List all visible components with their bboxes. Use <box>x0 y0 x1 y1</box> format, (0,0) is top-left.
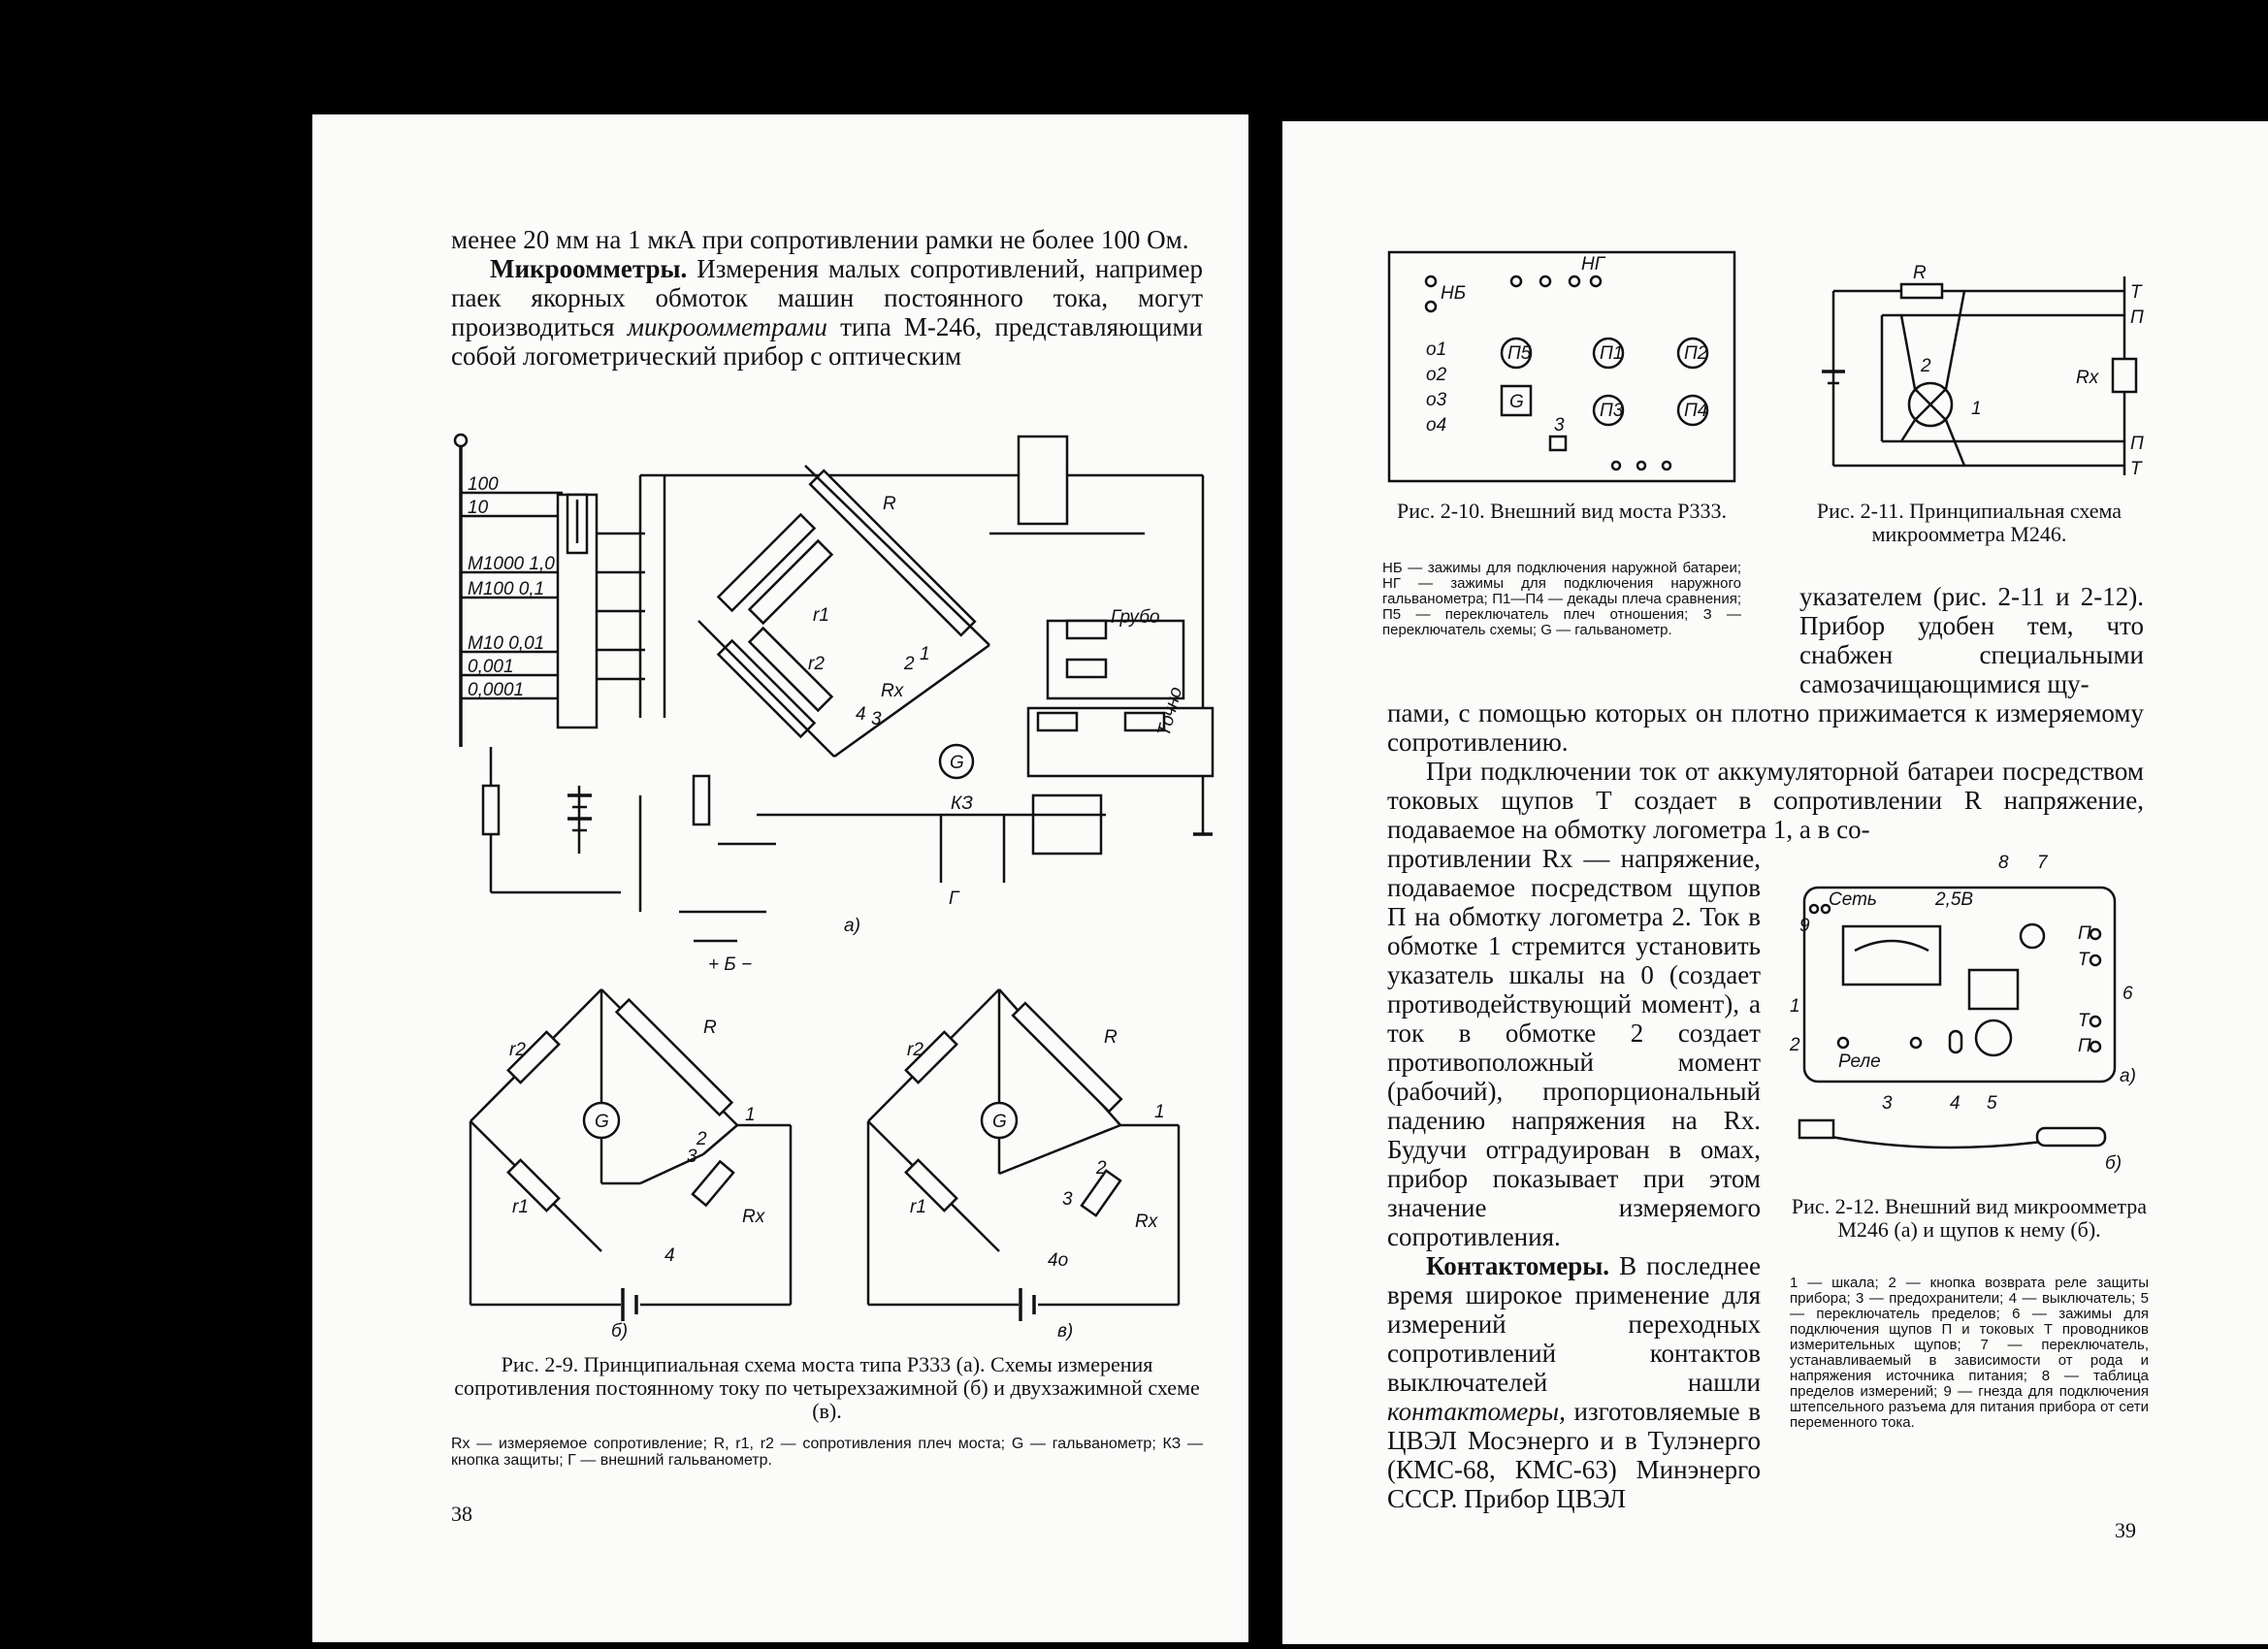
svg-text:о4: о4 <box>1426 415 1447 436</box>
fig-a-label: а) <box>844 916 860 936</box>
book-gutter <box>1248 114 1282 1649</box>
figure-2-9-legend: Rx — измеряемое сопротивление; R, r1, r2 — сопротивления плеч моста; G — гальванометр; КЗ — кнопка защиты; Г — внешний гальванометр. <box>451 1436 1203 1469</box>
svg-text:о1: о1 <box>1426 340 1447 360</box>
svg-text:r2: r2 <box>907 1040 923 1060</box>
figure-2-12-caption: Рис. 2-12. Внешний вид микроомметра М246 (а) и щупов к нему (б). <box>1791 1194 2148 1242</box>
svg-text:2: 2 <box>1790 1035 1800 1055</box>
label-R: R <box>883 494 896 514</box>
range-label-m1000: М1000 1,0 <box>468 554 555 574</box>
svg-text:R: R <box>1104 1027 1118 1048</box>
label-battery: + Б − <box>708 954 753 975</box>
svg-text:2: 2 <box>1921 356 1931 376</box>
figure-2-9a-bridge-schematic <box>446 427 1222 980</box>
dial-p4: П4 <box>1684 401 1708 421</box>
micro-paragraph: Микроомметры. Измерения малых сопротивлений, например паек якорных обмоток машин постоянного тока, могут производиться микроомметрами типа М-246, представляющими собой логометрический прибор с оптическим <box>451 254 1203 371</box>
svg-text:1: 1 <box>920 644 930 664</box>
dial-p5: П5 <box>1507 343 1532 364</box>
range-label-100: 100 <box>468 474 499 495</box>
svg-text:3: 3 <box>1882 1093 1893 1114</box>
svg-text:9: 9 <box>1799 916 1810 936</box>
svg-text:2: 2 <box>697 1129 707 1149</box>
svg-text:2: 2 <box>1096 1158 1107 1179</box>
svg-text:1: 1 <box>1790 996 1800 1017</box>
label-r1: r1 <box>813 605 829 626</box>
svg-text:Т: Т <box>2130 459 2142 479</box>
label-R-2-11: R <box>1913 263 1927 283</box>
range-label-00001: 0,0001 <box>468 680 525 700</box>
figure-2-10-bridge-panel <box>1387 250 1736 483</box>
fig12-a-label: а) <box>2120 1066 2136 1086</box>
label-nb: НБ <box>1441 283 1467 304</box>
intro-paragraph: менее 20 мм на 1 мкА при сопротивлении рамки не более 100 Ом. <box>451 225 1189 254</box>
svg-text:8: 8 <box>1998 853 2009 873</box>
figure-2-9b-four-terminal <box>456 980 805 1342</box>
contact-heading: Контактомеры. <box>1426 1251 1610 1280</box>
svg-text:r2: r2 <box>509 1040 526 1060</box>
label-coarse: Грубо <box>1111 607 1160 628</box>
svg-text:3: 3 <box>687 1147 697 1167</box>
range-label-m100: М100 0,1 <box>468 579 545 599</box>
label-rele: Реле <box>1838 1051 1881 1072</box>
figure-2-12-micro-ohmmeter-view <box>1785 849 2154 1188</box>
svg-text:о3: о3 <box>1426 390 1447 410</box>
svg-text:4: 4 <box>1950 1093 1960 1114</box>
svg-text:r1: r1 <box>910 1197 926 1217</box>
figure-2-10-legend: НБ — зажимы для подключения наружной батареи; НГ — зажимы для подключения наружного гальванометра; П1—П4 — декады плеча сравнения; П5 — переключатель плеч отношения; З — переключатель схемы; G — гальванометр. <box>1382 560 1741 638</box>
svg-text:Т: Т <box>2130 282 2142 303</box>
svg-text:3: 3 <box>871 709 882 729</box>
svg-text:2,5В: 2,5В <box>1935 889 1974 910</box>
label-Rx: Rx <box>881 681 904 701</box>
right-column-text-2: противлении Rx — напряжение, подаваемое посредством щупов П на обмотку логометра 2. Ток в обмотке 1 стремится установить указатель шкалы на 0 (создает противодействующий момент), а ток в обмотке 2 создает противоположный момент (рабочий), пропорциональный падению напряжения на Rx. Будучи отградуирован в омах, прибор показывает при этом значение измеряемого сопротивления. Контактомеры. В последнее время широкое применение для измерений переходных сопротивлений контактов выключателей нашли контактомеры, изготовляемые в ЦВЭЛ Мосэнерго и в Тулэнерго (КМС-68, КМС-63) Минэнерго СССР. Прибор ЦВЭЛ <box>1387 844 1761 1513</box>
svg-text:Т: Т <box>2078 950 2090 970</box>
fig-c-label: в) <box>1057 1321 1074 1342</box>
svg-text:r1: r1 <box>512 1197 529 1217</box>
label-r2: r2 <box>808 654 825 674</box>
svg-text:Rx: Rx <box>742 1207 765 1227</box>
figure-2-11-caption: Рис. 2-11. Принципиальная схема микроомметра М246. <box>1816 499 2122 546</box>
fig-b-label: б) <box>611 1321 629 1342</box>
range-label-0001: 0,001 <box>468 657 514 677</box>
range-label-m10: М10 0,01 <box>468 633 545 654</box>
dial-p1: П1 <box>1600 343 1624 364</box>
left-body-text <box>451 225 1203 371</box>
svg-text:6: 6 <box>2122 984 2133 1004</box>
figure-2-10-caption: Рис. 2-10. Внешний вид моста Р333. <box>1396 499 1728 523</box>
svg-text:3: 3 <box>1554 415 1565 436</box>
svg-text:о2: о2 <box>1426 365 1447 385</box>
label-ng: НГ <box>1581 254 1605 275</box>
svg-text:П: П <box>2078 923 2091 944</box>
svg-text:1: 1 <box>745 1105 756 1125</box>
label-fine: Точно <box>1153 685 1187 739</box>
figure-2-11-micro-ohmmeter-schematic <box>1804 257 2154 480</box>
label-kz: КЗ <box>951 793 973 814</box>
svg-text:Rx: Rx <box>1135 1212 1158 1232</box>
range-labels <box>461 474 563 700</box>
figure-2-12-legend: 1 — шкала; 2 — кнопка возврата реле защиты прибора; 3 — предохранители; 4 — выключатель; 5 — переключатель пределов; 6 — зажимы для подключения щупов П и токовых Т проводников измерительных щупов; 7 — переключатель, устанавливаемый в зависимости от рода и напряжения источника питания; 8 — таблица пределов измерений; 9 — гнезда для подключения штепсельного разъема для питания прибора от сети переменного тока. <box>1790 1275 2149 1431</box>
svg-text:4о: 4о <box>1048 1250 1069 1271</box>
svg-text:3: 3 <box>1062 1189 1073 1210</box>
svg-text:П: П <box>2130 434 2144 454</box>
svg-text:R: R <box>703 1018 717 1038</box>
svg-text:5: 5 <box>1987 1093 1997 1114</box>
right-column-text-1: указателем (рис. 2-11 и 2-12). Прибор удобен тем, что снабжен специальными самозачищающимися щу- <box>1799 582 2144 698</box>
svg-text:4: 4 <box>856 704 866 725</box>
svg-text:2: 2 <box>904 654 915 674</box>
page-number-left: 38 <box>451 1502 472 1526</box>
dial-p3: П3 <box>1600 401 1624 421</box>
micro-heading: Микроомметры. <box>490 254 688 283</box>
page-number-right: 39 <box>2115 1518 2136 1542</box>
svg-text:1: 1 <box>1971 399 1982 419</box>
fig12-b-label: б) <box>2105 1153 2122 1174</box>
right-body-text: пами, с помощью которых он плотно прижимается к измеряемому сопротивлению. При подключении ток от аккумуляторной батареи посредством токовых щупов Т создает в сопротивлении R напряжение, подаваемое на обмотку логометра 1, а в со- <box>1387 698 2144 844</box>
label-Rx-2-11: Rx <box>2076 368 2099 388</box>
range-label-10: 10 <box>468 498 489 518</box>
galvanometer-G: G <box>950 753 964 773</box>
figure-2-9-caption: Рис. 2-9. Принципиальная схема моста типа Р333 (а). Схемы измерения сопротивления постоянному току по четырехзажимной (б) и двухзажимной схеме (в). <box>454 1352 1200 1423</box>
figure-2-9c-two-terminal <box>854 980 1203 1342</box>
galvanometer-box: G <box>1509 392 1524 412</box>
galvanometer-G-c: G <box>992 1112 1007 1132</box>
label-set: Сеть <box>1829 889 1877 910</box>
label-gamma: Г <box>949 889 959 909</box>
galvanometer-G-b: G <box>595 1112 609 1132</box>
dial-p2: П2 <box>1684 343 1708 364</box>
svg-text:4: 4 <box>664 1245 675 1266</box>
svg-text:Т: Т <box>2078 1011 2090 1031</box>
svg-text:1: 1 <box>1154 1102 1165 1122</box>
svg-text:П: П <box>2078 1036 2091 1056</box>
svg-text:П: П <box>2130 307 2144 328</box>
svg-text:7: 7 <box>2037 853 2048 873</box>
